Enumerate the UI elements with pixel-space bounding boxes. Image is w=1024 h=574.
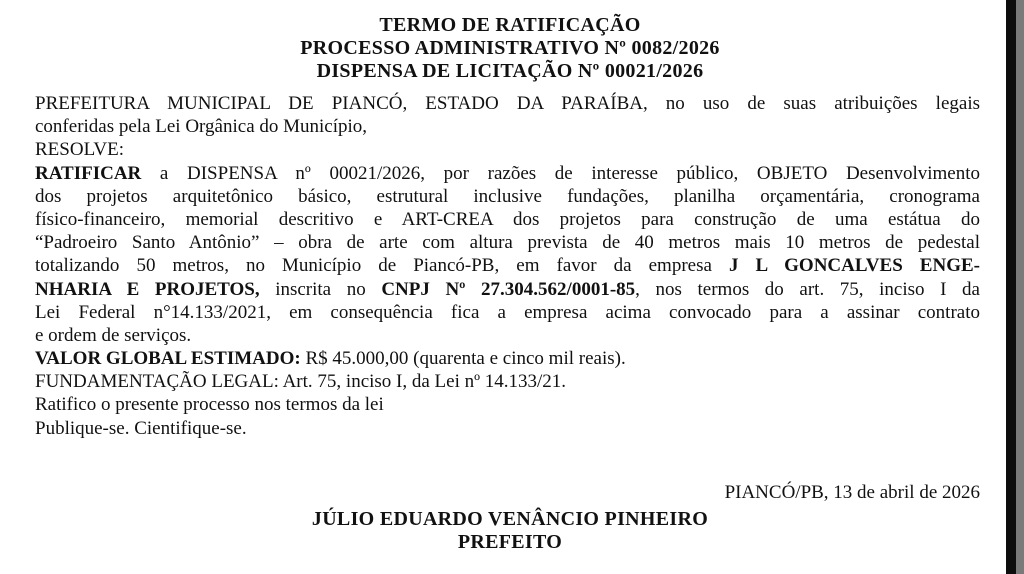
page-edge-shadow: [1016, 0, 1024, 574]
ratify-line-4: “Padroeiro Santo Antônio” – obra de arte com altura prevista de 40 metros mais 10 metros de pedestal: [35, 232, 980, 254]
valor-label: VALOR GLOBAL ESTIMADO:: [35, 348, 301, 370]
document-date: PIANCÓ/PB, 13 de abril de 2026: [724, 482, 980, 503]
document-body: [35, 92, 980, 440]
company-name-part-1: J L GONCALVES ENGE-: [728, 255, 980, 277]
ratify-line-2: dos projetos arquitetônico básico, estrutural inclusive fundações, planilha orçamentária, cronograma: [35, 185, 980, 207]
signatory-name: JÚLIO EDUARDO VENÂNCIO PINHEIRO: [311, 508, 709, 530]
process-number: PROCESSO ADMINISTRATIVO Nº 0082/2026: [300, 37, 720, 59]
fundamentacao-line: FUNDAMENTAÇÃO LEGAL: Art. 75, inciso I, da Lei nº 14.133/21.: [35, 371, 567, 393]
ratify-line-5: [35, 254, 980, 277]
intro-line-2: conferidas pela Lei Orgânica do Município,: [35, 116, 368, 138]
intro-line-1: PREFEITURA MUNICIPAL DE PIANCÓ, ESTADO DA PARAÍBA, no uso de suas atribuições legais: [35, 93, 980, 114]
cnpj-number: CNPJ Nº 27.304.562/0001-85: [381, 278, 636, 300]
document-title: TERMO DE RATIFICAÇÃO: [379, 14, 641, 36]
resolve-label: RESOLVE:: [35, 139, 125, 161]
ratify-line-3: físico-financeiro, memorial descritivo e ART-CREA dos projetos para construção de uma estátua do: [35, 208, 980, 230]
ratify-line-6-mid: inscrita no: [259, 278, 382, 300]
publique-line: Publique-se. Cientifique-se.: [35, 417, 247, 439]
ratify-line-1-text: a DISPENSA nº 00021/2026, por razões de interesse público, OBJETO Desenvolvimento: [141, 162, 980, 184]
company-name-part-2: NHARIA E PROJETOS,: [35, 278, 260, 300]
dispensa-number: DISPENSA DE LICITAÇÃO Nº 00021/2026: [316, 60, 704, 82]
valor-value: R$ 45.000,00 (quarenta e cinco mil reais).: [300, 348, 626, 370]
ratify-line-1: [35, 162, 980, 185]
ratify-line-6-text: , nos termos do art. 75, inciso I da: [635, 278, 980, 300]
page-edge-border: [1006, 0, 1016, 574]
ratify-line-5-text: totalizando 50 metros, no Município de Piancó-PB, em favor da empresa: [35, 255, 729, 277]
signature-block: [0, 508, 1020, 554]
ratify-line-8: e ordem de serviços.: [35, 324, 192, 346]
signatory-role: PREFEITO: [457, 531, 563, 553]
ratifico-line: Ratifico o presente processo nos termos da lei: [35, 394, 384, 416]
document-header: [0, 14, 1020, 83]
ratify-keyword: RATIFICAR: [35, 162, 142, 184]
ratify-line-7: Lei Federal n°14.133/2021, em consequência fica a empresa acima convocado para a assinar contrato: [35, 301, 980, 323]
valor-line: [35, 347, 980, 370]
ratify-line-6: [35, 278, 980, 301]
